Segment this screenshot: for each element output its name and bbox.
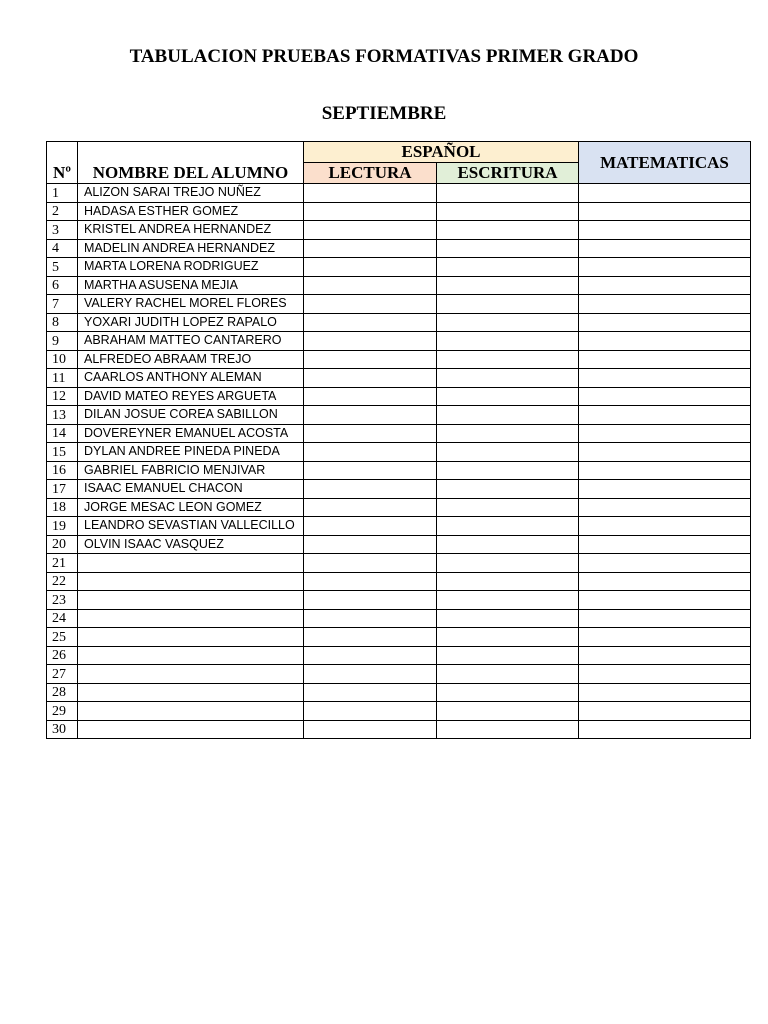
row-number: 5 xyxy=(47,258,78,277)
grades-table xyxy=(46,141,751,739)
lectura-cell xyxy=(304,406,437,425)
student-name-cell xyxy=(78,591,304,610)
matematicas-cell xyxy=(579,646,751,665)
escritura-cell xyxy=(437,702,579,721)
lectura-cell xyxy=(304,202,437,221)
student-name-cell xyxy=(78,628,304,647)
row-number: 1 xyxy=(47,184,78,203)
table-row xyxy=(47,239,751,258)
escritura-cell xyxy=(437,369,579,388)
matematicas-cell xyxy=(579,202,751,221)
student-name-cell: GABRIEL FABRICIO MENJIVAR xyxy=(78,461,304,480)
student-name-cell: DYLAN ANDREE PINEDA PINEDA xyxy=(78,443,304,462)
matematicas-cell xyxy=(579,443,751,462)
lectura-cell xyxy=(304,702,437,721)
lectura-cell xyxy=(304,387,437,406)
row-number: 3 xyxy=(47,221,78,240)
row-number: 4 xyxy=(47,239,78,258)
matematicas-cell xyxy=(579,591,751,610)
student-name-cell: OLVIN ISAAC VASQUEZ xyxy=(78,535,304,554)
matematicas-cell xyxy=(579,665,751,684)
row-number: 30 xyxy=(47,720,78,739)
student-name-cell: CAARLOS ANTHONY ALEMAN xyxy=(78,369,304,388)
student-name-cell xyxy=(78,683,304,702)
table-row xyxy=(47,628,751,647)
row-number: 10 xyxy=(47,350,78,369)
escritura-cell xyxy=(437,184,579,203)
table-row xyxy=(47,332,751,351)
row-number: 9 xyxy=(47,332,78,351)
escritura-cell xyxy=(437,424,579,443)
lectura-cell xyxy=(304,313,437,332)
row-number: 22 xyxy=(47,572,78,591)
matematicas-cell xyxy=(579,184,751,203)
row-number: 26 xyxy=(47,646,78,665)
escritura-cell xyxy=(437,221,579,240)
table-row xyxy=(47,313,751,332)
matematicas-cell xyxy=(579,572,751,591)
table-row xyxy=(47,572,751,591)
escritura-cell xyxy=(437,498,579,517)
row-number: 14 xyxy=(47,424,78,443)
matematicas-cell xyxy=(579,628,751,647)
matematicas-cell xyxy=(579,535,751,554)
table-row xyxy=(47,202,751,221)
row-number: 20 xyxy=(47,535,78,554)
row-number: 18 xyxy=(47,498,78,517)
matematicas-cell xyxy=(579,720,751,739)
student-name-cell: ABRAHAM MATTEO CANTARERO xyxy=(78,332,304,351)
row-number: 15 xyxy=(47,443,78,462)
row-number: 6 xyxy=(47,276,78,295)
student-name-cell xyxy=(78,646,304,665)
escritura-cell xyxy=(437,665,579,684)
student-name-cell: KRISTEL ANDREA HERNANDEZ xyxy=(78,221,304,240)
student-name-cell: ALFREDEO ABRAAM TREJO xyxy=(78,350,304,369)
escritura-cell xyxy=(437,350,579,369)
header-row-1 xyxy=(47,142,751,163)
table-row xyxy=(47,221,751,240)
row-number: 19 xyxy=(47,517,78,536)
row-number: 23 xyxy=(47,591,78,610)
student-name-cell: MARTA LORENA RODRIGUEZ xyxy=(78,258,304,277)
lectura-cell xyxy=(304,221,437,240)
lectura-cell xyxy=(304,683,437,702)
row-number: 21 xyxy=(47,554,78,573)
table-row xyxy=(47,461,751,480)
escritura-cell xyxy=(437,276,579,295)
table-row xyxy=(47,683,751,702)
escritura-cell xyxy=(437,387,579,406)
matematicas-cell xyxy=(579,517,751,536)
header-espanol: ESPAÑOL xyxy=(304,142,579,163)
matematicas-cell xyxy=(579,406,751,425)
table-row xyxy=(47,702,751,721)
escritura-cell xyxy=(437,406,579,425)
student-name-cell: ALIZON SARAI TREJO NUÑEZ xyxy=(78,184,304,203)
student-name-cell xyxy=(78,609,304,628)
escritura-cell xyxy=(437,239,579,258)
matematicas-cell xyxy=(579,313,751,332)
lectura-cell xyxy=(304,443,437,462)
matematicas-cell xyxy=(579,221,751,240)
matematicas-cell xyxy=(579,554,751,573)
lectura-cell xyxy=(304,276,437,295)
matematicas-cell xyxy=(579,683,751,702)
matematicas-cell xyxy=(579,609,751,628)
table-row xyxy=(47,554,751,573)
escritura-cell xyxy=(437,258,579,277)
lectura-cell xyxy=(304,350,437,369)
document-title: TABULACION PRUEBAS FORMATIVAS PRIMER GRADO xyxy=(129,46,639,67)
table-row xyxy=(47,535,751,554)
lectura-cell xyxy=(304,628,437,647)
escritura-cell xyxy=(437,554,579,573)
table-row xyxy=(47,387,751,406)
escritura-cell xyxy=(437,720,579,739)
escritura-cell xyxy=(437,480,579,499)
student-name-cell: DAVID MATEO REYES ARGUETA xyxy=(78,387,304,406)
header-matematicas: MATEMATICAS xyxy=(579,142,751,184)
table-row xyxy=(47,517,751,536)
row-number: 29 xyxy=(47,702,78,721)
matematicas-cell xyxy=(579,276,751,295)
table-row xyxy=(47,350,751,369)
month-title: SEPTIEMBRE xyxy=(321,103,447,124)
row-number: 28 xyxy=(47,683,78,702)
escritura-cell xyxy=(437,683,579,702)
matematicas-cell xyxy=(579,258,751,277)
row-number: 24 xyxy=(47,609,78,628)
row-number: 16 xyxy=(47,461,78,480)
table-row xyxy=(47,295,751,314)
matematicas-cell xyxy=(579,295,751,314)
table-row xyxy=(47,720,751,739)
table-row xyxy=(47,276,751,295)
matematicas-cell xyxy=(579,350,751,369)
table-row xyxy=(47,480,751,499)
table-row xyxy=(47,609,751,628)
student-name-cell xyxy=(78,665,304,684)
lectura-cell xyxy=(304,332,437,351)
matematicas-cell xyxy=(579,702,751,721)
row-number: 12 xyxy=(47,387,78,406)
matematicas-cell xyxy=(579,387,751,406)
header-escritura: ESCRITURA xyxy=(437,163,579,184)
row-number: 25 xyxy=(47,628,78,647)
lectura-cell xyxy=(304,258,437,277)
lectura-cell xyxy=(304,424,437,443)
table-row xyxy=(47,369,751,388)
row-number: 11 xyxy=(47,369,78,388)
row-number: 27 xyxy=(47,665,78,684)
escritura-cell xyxy=(437,628,579,647)
escritura-cell xyxy=(437,535,579,554)
table-row xyxy=(47,406,751,425)
row-number: 7 xyxy=(47,295,78,314)
lectura-cell xyxy=(304,720,437,739)
student-name-cell: HADASA ESTHER GOMEZ xyxy=(78,202,304,221)
escritura-cell xyxy=(437,609,579,628)
table-row xyxy=(47,498,751,517)
row-number: 13 xyxy=(47,406,78,425)
matematicas-cell xyxy=(579,461,751,480)
lectura-cell xyxy=(304,535,437,554)
escritura-cell xyxy=(437,313,579,332)
matematicas-cell xyxy=(579,424,751,443)
table-row xyxy=(47,424,751,443)
table-row xyxy=(47,184,751,203)
student-name-cell: MADELIN ANDREA HERNANDEZ xyxy=(78,239,304,258)
escritura-cell xyxy=(437,646,579,665)
escritura-cell xyxy=(437,332,579,351)
student-name-cell: DOVEREYNER EMANUEL ACOSTA xyxy=(78,424,304,443)
student-name-cell: VALERY RACHEL MOREL FLORES xyxy=(78,295,304,314)
matematicas-cell xyxy=(579,332,751,351)
student-name-cell xyxy=(78,702,304,721)
lectura-cell xyxy=(304,591,437,610)
escritura-cell xyxy=(437,517,579,536)
header-student-name: NOMBRE DEL ALUMNO xyxy=(78,142,304,184)
student-name-cell: DILAN JOSUE COREA SABILLON xyxy=(78,406,304,425)
lectura-cell xyxy=(304,517,437,536)
escritura-cell xyxy=(437,202,579,221)
table-row xyxy=(47,646,751,665)
matematicas-cell xyxy=(579,498,751,517)
lectura-cell xyxy=(304,369,437,388)
lectura-cell xyxy=(304,295,437,314)
escritura-cell xyxy=(437,295,579,314)
student-name-cell: YOXARI JUDITH LOPEZ RAPALO xyxy=(78,313,304,332)
header-number: Nº xyxy=(47,142,78,184)
row-number: 2 xyxy=(47,202,78,221)
escritura-cell xyxy=(437,443,579,462)
lectura-cell xyxy=(304,609,437,628)
lectura-cell xyxy=(304,239,437,258)
matematicas-cell xyxy=(579,369,751,388)
escritura-cell xyxy=(437,572,579,591)
lectura-cell xyxy=(304,461,437,480)
row-number: 8 xyxy=(47,313,78,332)
lectura-cell xyxy=(304,554,437,573)
table-row xyxy=(47,665,751,684)
student-name-cell: ISAAC EMANUEL CHACON xyxy=(78,480,304,499)
lectura-cell xyxy=(304,480,437,499)
matematicas-cell xyxy=(579,480,751,499)
escritura-cell xyxy=(437,461,579,480)
matematicas-cell xyxy=(579,239,751,258)
lectura-cell xyxy=(304,646,437,665)
row-number: 17 xyxy=(47,480,78,499)
table-row xyxy=(47,258,751,277)
table-row xyxy=(47,591,751,610)
lectura-cell xyxy=(304,665,437,684)
student-name-cell: JORGE MESAC LEON GOMEZ xyxy=(78,498,304,517)
lectura-cell xyxy=(304,572,437,591)
student-name-cell xyxy=(78,554,304,573)
student-name-cell xyxy=(78,572,304,591)
student-name-cell: LEANDRO SEVASTIAN VALLECILLO xyxy=(78,517,304,536)
table-row xyxy=(47,443,751,462)
student-name-cell xyxy=(78,720,304,739)
student-name-cell: MARTHA ASUSENA MEJIA xyxy=(78,276,304,295)
escritura-cell xyxy=(437,591,579,610)
lectura-cell xyxy=(304,184,437,203)
lectura-cell xyxy=(304,498,437,517)
header-lectura: LECTURA xyxy=(304,163,437,184)
